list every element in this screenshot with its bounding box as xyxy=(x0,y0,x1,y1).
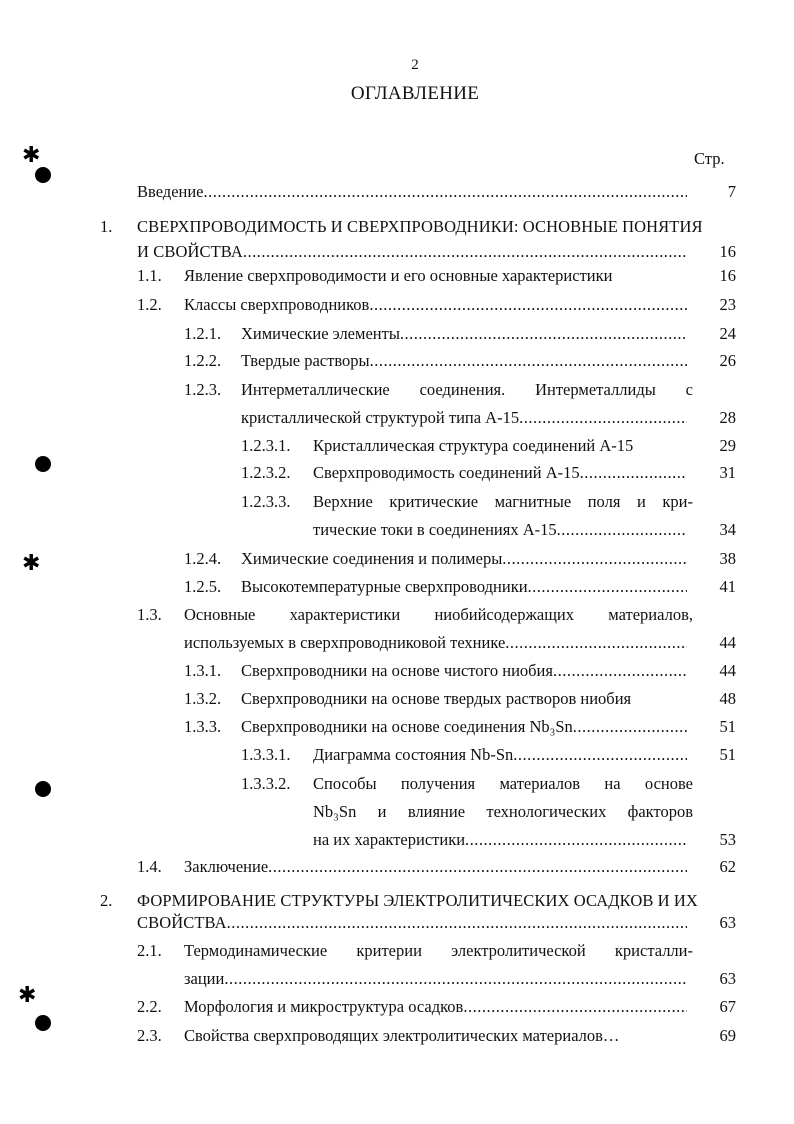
toc-entry-page: 34 xyxy=(719,520,736,539)
toc-entry xyxy=(0,853,794,881)
toc-entry-page: 67 xyxy=(719,997,736,1016)
toc-entry-page: 69 xyxy=(719,1026,736,1045)
toc-entry xyxy=(0,657,794,685)
toc-entry-number: 1.3.3. xyxy=(184,717,222,736)
toc-entry xyxy=(0,376,794,404)
toc-entry xyxy=(0,741,794,769)
toc-entry-page: 53 xyxy=(719,830,736,849)
toc-entry-number: 2. xyxy=(100,891,113,910)
toc-entry-page: 63 xyxy=(719,969,736,988)
toc-entry-title: СВЕРХПРОВОДИМОСТЬ И СВЕРХПРОВОДНИКИ: ОСНОВНЫЕ ПОНЯТИЯ xyxy=(137,217,703,236)
toc-entry-page: 38 xyxy=(719,549,736,568)
toc-entry-title: Способы получения материалов на основе xyxy=(313,774,693,793)
toc-entry-number: 1.3. xyxy=(137,605,162,624)
toc-entry-title: Высокотемпературные сверхпроводники xyxy=(241,577,528,596)
toc-entry-title: Интерметаллические соединения. Интерметаллиды с xyxy=(241,380,693,399)
toc-entry-page: 23 xyxy=(719,295,736,314)
toc-entry xyxy=(0,713,794,741)
toc-entry xyxy=(0,629,794,657)
scan-mark-icon: ✱ xyxy=(22,550,41,575)
toc-entry-number: 1.3.1. xyxy=(184,661,222,680)
toc-entry-page: 24 xyxy=(719,324,736,343)
toc-entry xyxy=(0,826,794,854)
toc-entry xyxy=(0,1022,794,1050)
toc-entry-number: 1.2.3.3. xyxy=(241,492,291,511)
toc-entry-title: Химические элементы xyxy=(241,324,400,343)
toc-entry-title: Кристаллическая структура соединений А-15 xyxy=(313,436,634,455)
toc-entry-number: 1.3.2. xyxy=(184,689,222,708)
toc-entry-number: 1.2.4. xyxy=(184,549,222,568)
toc-entry-title: Химические соединения и полимеры xyxy=(241,549,503,568)
toc-entry-title: ФОРМИРОВАНИЕ СТРУКТУРЫ ЭЛЕКТРОЛИТИЧЕСКИХ ОСАДКОВ И ИХ xyxy=(137,891,698,910)
toc-entry xyxy=(0,545,794,573)
toc-entry-number: 1.2.3. xyxy=(184,380,222,399)
toc-entry-page: 16 xyxy=(719,242,736,261)
toc-entry-title: Явление сверхпроводимости и его основные характеристики xyxy=(184,266,613,285)
toc-entry xyxy=(0,404,794,432)
toc-entry-number: 1.2.1. xyxy=(184,324,222,343)
toc-entry xyxy=(0,347,794,375)
toc-entry-title: Термодинамические критерии электролитической кристалли- xyxy=(184,941,693,960)
toc-entry-title: И СВОЙСТВА xyxy=(137,242,243,261)
toc-entry-page: 63 xyxy=(719,913,736,932)
toc-entry-number: 2.3. xyxy=(137,1026,162,1045)
toc-entry-title: Классы сверхпроводников xyxy=(184,295,370,314)
toc-entry-title: Сверхпроводимость соединений А-15 xyxy=(313,463,580,482)
scan-mark-icon: ✱ xyxy=(18,982,37,1007)
toc-entry-title: тические токи в соединениях А-15 xyxy=(313,520,557,539)
toc-entry-number: 1.2.5. xyxy=(184,577,222,596)
toc-entry-title: СВОЙСТВА xyxy=(137,913,227,932)
toc-entry-title: Морфология и микроструктура осадков xyxy=(184,997,464,1016)
toc-entry xyxy=(0,262,794,290)
toc-entry xyxy=(0,798,794,826)
toc-entry-title: Свойства сверхпроводящих электролитических материалов… xyxy=(184,1026,620,1045)
toc-entry-page: 51 xyxy=(719,717,736,736)
toc-entry xyxy=(0,937,794,965)
toc-entry-page: 48 xyxy=(719,689,736,708)
toc-entry-title: Твердые растворы xyxy=(241,351,370,370)
toc-entry-number: 1.2.2. xyxy=(184,351,222,370)
toc-entry-number: 2.1. xyxy=(137,941,162,960)
toc-entry-title: Верхние критические магнитные поля и кри- xyxy=(313,492,693,511)
toc-entry-page: 29 xyxy=(719,436,736,455)
page-column-header: Стр. xyxy=(694,149,725,168)
toc-entry-page: 28 xyxy=(719,408,736,427)
toc-entry-title: на их характеристики xyxy=(313,830,466,849)
toc-entry-title: Заключение xyxy=(184,857,269,876)
toc-entry-title: Nb₃Sn и влияние технологических факторов xyxy=(313,802,693,821)
page-number: 2 xyxy=(411,57,419,73)
toc-entry-page: 16 xyxy=(719,266,736,285)
toc-entry-number: 2.2. xyxy=(137,997,162,1016)
toc-entry-title: зации xyxy=(184,969,225,988)
toc-entry-page: 51 xyxy=(719,745,736,764)
toc-entry-title: кристаллической структурой типа А-15 xyxy=(241,408,520,427)
scan-mark-icon: ✱ xyxy=(22,142,41,167)
toc-entry-page: 62 xyxy=(719,857,736,876)
toc-entry xyxy=(0,320,794,348)
toc-entry-title: Диаграмма состояния Nb-Sn xyxy=(313,745,514,764)
toc-entry-page: 41 xyxy=(719,577,736,596)
toc-entry-number: 1.3.3.1. xyxy=(241,745,291,764)
toc-entry-title: используемых в сверхпроводниковой технике xyxy=(184,633,506,652)
toc-entry-number: 1.1. xyxy=(137,266,162,285)
toc-entry xyxy=(0,573,794,601)
toc-entry-number: 1. xyxy=(100,217,113,236)
toc-entry xyxy=(0,488,794,516)
toc-entry xyxy=(0,601,794,629)
toc-entry-title: Сверхпроводники на основе твердых растворов ниобия xyxy=(241,689,632,708)
toc-entry-number: 1.4. xyxy=(137,857,162,876)
toc-entry-page: 26 xyxy=(719,351,736,370)
toc-entry xyxy=(0,770,794,798)
toc-entry xyxy=(0,432,794,460)
toc-entry-page: 44 xyxy=(719,661,736,680)
toc-entry xyxy=(0,178,794,206)
toc-entry-title: Сверхпроводники на основе чистого ниобия xyxy=(241,661,553,680)
toc-entry xyxy=(0,459,794,487)
page-title: ОГЛАВЛЕНИЕ xyxy=(350,83,480,104)
toc-entry-number: 1.2. xyxy=(137,295,162,314)
toc-entry xyxy=(0,213,794,241)
toc-entry xyxy=(0,291,794,319)
toc-entry xyxy=(0,909,794,937)
toc-entry-title: Основные характеристики ниобийсодержащих материалов, xyxy=(184,605,693,624)
toc-entry-title: Введение xyxy=(137,182,204,201)
toc-entry-page: 7 xyxy=(727,182,736,201)
toc-entry-page: 44 xyxy=(719,633,736,652)
toc-entry-page: 31 xyxy=(719,463,736,482)
toc-entry xyxy=(0,993,794,1021)
toc-entry xyxy=(0,516,794,544)
toc-entry-number: 1.2.3.2. xyxy=(241,463,291,482)
toc-entry xyxy=(0,685,794,713)
toc-entry xyxy=(0,965,794,993)
toc-entry-title: Сверхпроводники на основе соединения Nb₃Sn xyxy=(241,717,573,736)
toc-entry-number: 1.2.3.1. xyxy=(241,436,291,455)
toc-entry-number: 1.3.3.2. xyxy=(241,774,291,793)
